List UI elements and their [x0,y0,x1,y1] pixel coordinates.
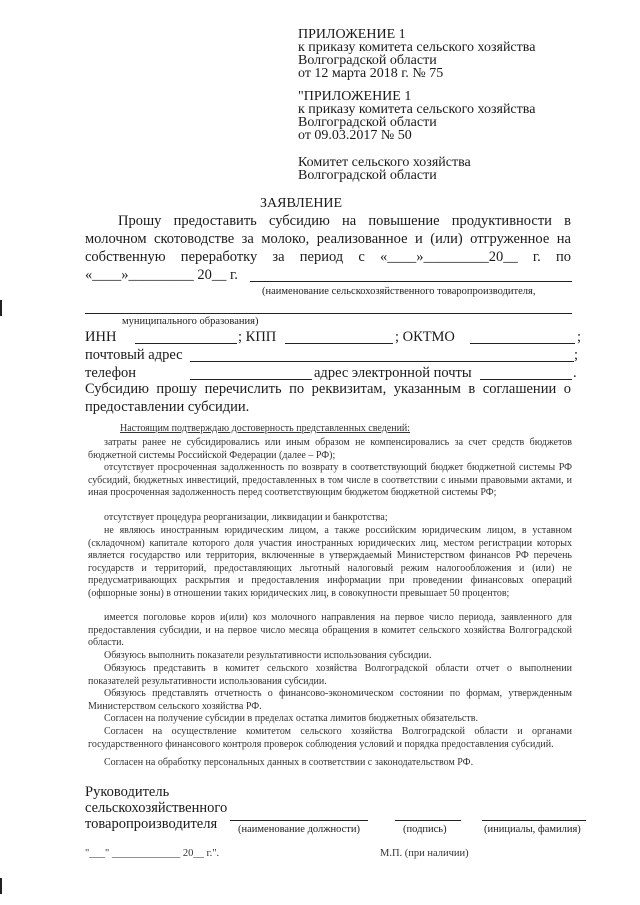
signature-date[interactable]: "___" _____________ 20__ г.". [85,848,220,859]
statement-no-debt: отсутствует просроченная задолженность по возврату в соответствующий бюджет бюджетной системы РФ субсидий, бюджетных инвестиций, предоставленных в том числе в соответствии с иными правовыми актами, и иная просроченная задолженность перед соответствующим бюджетом бюджетной системы РФ; [88,462,572,498]
postal-address-end: ; [574,347,579,363]
consent-personal-data: Согласен на обработку персональных данных в соответствии с законодательством РФ. [104,757,474,768]
signature-line[interactable] [395,820,461,821]
appendix-current-line1: к приказу комитета сельского хозяйства [298,40,536,55]
statement-no-liquidation: отсутствует процедура реорганизации, ликвидации и банкротства; [104,512,388,523]
obligation-report: Обязуюсь представить в комитет сельского хозяйства Волгоградской области отчет о выполнении показателей результативности использования субсидии. [88,663,572,687]
confirm-heading: Настоящим подтверждаю достоверность представленных сведений: [120,423,411,434]
oktmo-label: ; ОКТМО [395,329,455,345]
statement-not-foreign: не являюсь иностранным юридическим лицом, а также российским юридическим лицом, в уставном (складочном) капитале которого доля участия иностранных юридических лиц, местом регистрации которых является государство или территория, включенные в утверждаемый Министерством финансов РФ перечень государств и территорий, предоставляющих льготный налоговый режим налогообложения и (или) не предусматривающих раскрытия и предоставления информации при проведении финансовых операций (офшорные зоны) в отношении таких юридических лиц, в совокупности превышает 50 процентов; [88,525,572,599]
producer-name-caption: (наименование сельскохозяйственного товаропроизводителя, [262,286,536,297]
producer-name-line[interactable] [250,281,572,282]
oktmo-end: ; [577,329,582,345]
scan-edge-mark [0,300,2,316]
signatory-line2: сельскохозяйственного [85,800,228,816]
appendix-previous-line2: Волгоградской области [298,115,437,130]
transfer-line1: Субсидию прошу перечислить по реквизитам, указанным в соглашении о [85,381,571,397]
request-line3: собственную переработку за период с «____»_________20__ г. по [85,249,571,265]
appendix-previous-line3: от 09.03.2017 № 50 [298,128,412,143]
kpp-label: ; КПП [238,329,277,345]
request-line1: Прошу предоставить субсидию на повышение продуктивности в [118,213,571,229]
postal-address-field[interactable] [190,361,574,362]
email-end: . [573,365,577,381]
appendix-previous-title: "ПРИЛОЖЕНИЕ 1 [298,89,412,104]
transfer-line2: предоставлении субсидии. [85,399,250,415]
document-heading: ЗАЯВЛЕНИЕ [260,196,343,211]
name-caption: (инициалы, фамилия) [484,824,581,835]
statement-livestock: имеется поголовье коров и(или) коз молочного направления на первое число периода, заявленного для предоставления субсидии, и на первое число месяца обращения в комитет сельского хозяйства Волгоградской области. [88,612,572,648]
appendix-current-title: ПРИЛОЖЕНИЕ 1 [298,27,406,42]
obligation-reporting: Обязуюсь представлять отчетность о финансово-экономическом состоянии по формам, утвержденным Министерством сельского хозяйства РФ. [88,688,572,712]
signature-caption: (подпись) [403,824,447,835]
position-caption: (наименование должности) [238,824,361,835]
municipality-caption: муниципального образования) [122,316,259,327]
addressee-line1: Комитет сельского хозяйства [298,155,471,170]
appendix-current-line3: от 12 марта 2018 г. № 75 [298,66,444,81]
postal-address-label: почтовый адрес [85,347,183,363]
inn-field[interactable] [135,343,237,344]
position-line[interactable] [230,820,368,821]
signatory-line3: товаропроизводителя [85,816,218,832]
stamp-place: М.П. (при наличии) [380,848,469,859]
oktmo-field[interactable] [470,343,575,344]
request-line2: молочном скотоводстве за молоко, реализованное и (или) отгруженное на [85,231,571,247]
statement-not-subsidized: затраты ранее не субсидировались или иным образом не компенсировались за счет средств бюджетов бюджетной системы Российской Федерации (далее – РФ); [88,437,572,461]
email-label: адрес электронной почты [314,365,472,381]
kpp-field[interactable] [285,343,393,344]
request-line4: «____»_________ 20__ г. [85,267,238,283]
name-line[interactable] [482,820,586,821]
consent-inspections: Согласен на осуществление комитетом сельского хозяйства Волгоградской области и органами государственного финансового контроля проверок соблюдения условий и порядка предоставления субсидий. [88,726,572,750]
signatory-line1: Руководитель [85,784,170,800]
appendix-current-line2: Волгоградской области [298,53,437,68]
addressee-line2: Волгоградской области [298,168,437,183]
phone-label: телефон [85,365,137,381]
consent-limits: Согласен на получение субсидии в пределах остатка лимитов бюджетных обязательств. [104,713,478,724]
municipality-line[interactable] [85,313,572,314]
scan-edge-mark [0,878,2,894]
appendix-previous-line1: к приказу комитета сельского хозяйства [298,102,536,117]
inn-label: ИНН [85,329,117,345]
obligation-indicators: Обязуюсь выполнить показатели результативности использования субсидии. [104,650,432,661]
